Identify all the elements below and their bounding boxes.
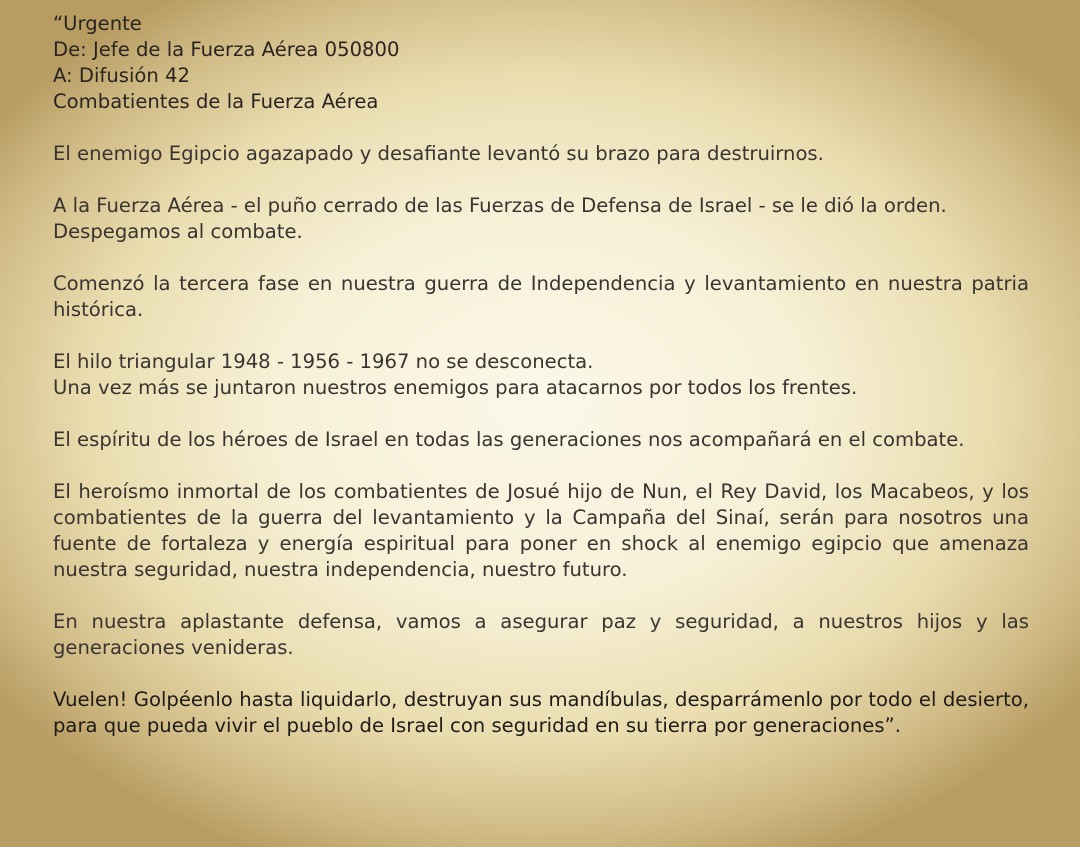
header-from: De: Jefe de la Fuerza Aérea 050800	[53, 38, 400, 61]
paragraph-fly: Vuelen! Golpéenlo hasta liquidarlo, destruyan sus mandíbulas, desparrámenlo por todo el desierto, para que pueda vivir el pueblo de Israel con seguridad en su tierra por generaciones”.	[53, 688, 1029, 737]
paragraph-enemies-text: Una vez más se juntaron nuestros enemigos para atacarnos por todos los frentes.	[53, 376, 858, 399]
paragraph-thread-text: El hilo triangular 1948 - 1956 - 1967 no se desconecta.	[53, 350, 594, 373]
paragraph-takeoff-text: Despegamos al combate.	[53, 220, 303, 243]
paragraph-triangular-thread	[53, 349, 1029, 401]
paragraph-defense: En nuestra aplastante defensa, vamos a asegurar paz y seguridad, a nuestros hijos y las generaciones venideras.	[53, 610, 1029, 659]
paragraph-third-phase: Comenzó la tercera fase en nuestra guerra de Independencia y levantamiento en nuestra patria histórica.	[53, 272, 1029, 321]
header-urgent: “Urgente	[53, 12, 142, 35]
header-block	[53, 11, 1029, 115]
paragraph-order	[53, 193, 1029, 245]
paragraph-enemy: El enemigo Egipcio agazapado y desafiante levantó su brazo para destruirnos.	[53, 142, 824, 165]
header-to: A: Difusión 42	[53, 64, 190, 87]
paragraph-order-text: A la Fuerza Aérea - el puño cerrado de las Fuerzas de Defensa de Israel - se le dió la orden.	[53, 194, 947, 217]
paragraph-spirit: El espíritu de los héroes de Israel en todas las generaciones nos acompañará en el combate.	[53, 428, 965, 451]
telegram-text	[53, 11, 1029, 739]
paragraph-heroism: El heroísmo inmortal de los combatientes de Josué hijo de Nun, el Rey David, los Macabeos, y los combatientes de la guerra del levantamiento y la Campaña del Sinaí, serán para nosotros una fuente de fortaleza y energía espiritual para poner en shock al enemigo egipcio que amenaza nuestra seguridad, nuestra independencia, nuestro futuro.	[53, 480, 1029, 581]
header-recipients: Combatientes de la Fuerza Aérea	[53, 90, 379, 113]
